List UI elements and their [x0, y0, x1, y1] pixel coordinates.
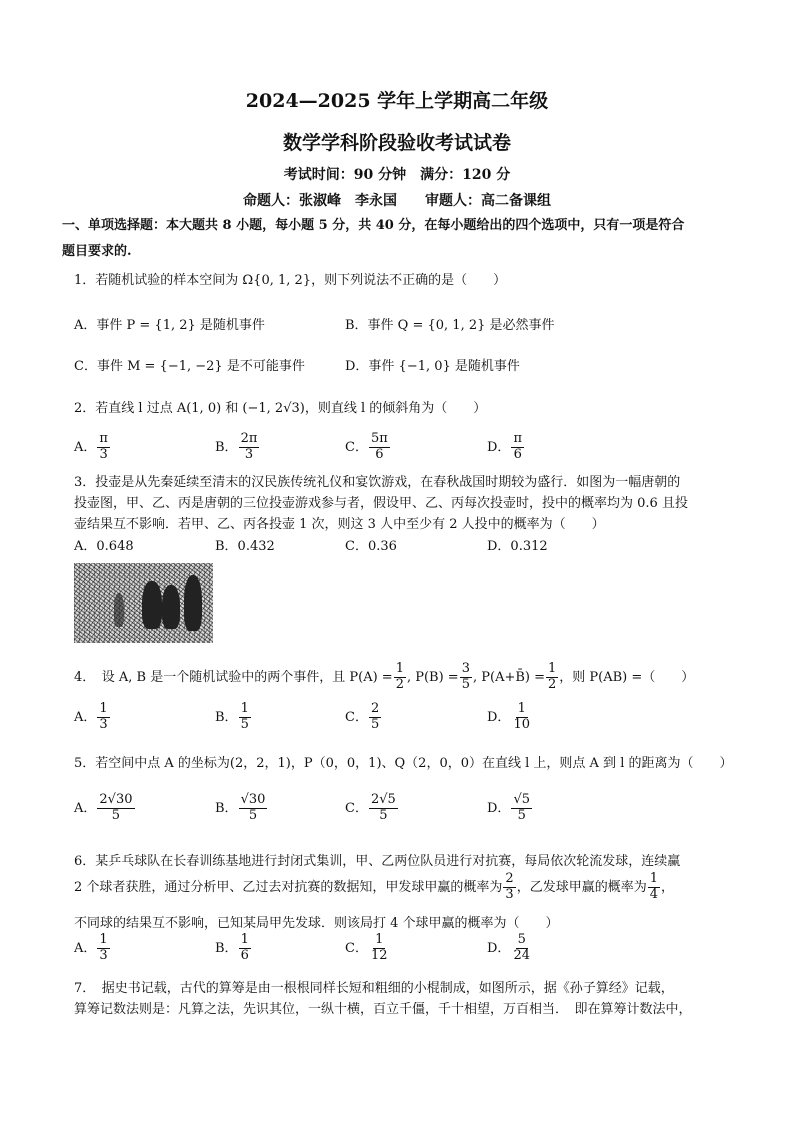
q3-option-a: A．0.648 [74, 539, 134, 554]
q2-option-c: C． $\frac{5\pi}{6}$ [345, 431, 388, 462]
q6-option-a: A． $\frac{1}{3}$ [74, 932, 108, 963]
exam-subtitle: 数学学科阶段验收考试试卷 [282, 132, 511, 154]
q3-stem-line1: 3．投壶是从先秦延续至清末的汉民族传统礼仪和宴饮游戏，在春秋战国时期较为盛行．如图为一幅唐朝的 [74, 475, 681, 490]
q5-option-a: A． $\frac{2√30}{5}$ [74, 792, 133, 823]
q3-option-c: C．0.36 [345, 539, 397, 554]
q2-option-d: D． $\frac{\pi}{6}$ [487, 431, 522, 462]
q4-option-c: C． $\frac{2}{5}$ [345, 701, 380, 732]
q4-option-d: D． $\frac{1}{10}$ [487, 701, 530, 732]
q5-option-c: C． $\frac{2√5}{5}$ [345, 792, 396, 823]
q6-stem-line2: 2 个球者获胜，通过分析甲、乙过去对抗赛的数据知，甲发球甲赢的概率为 $\frac{2}{3}$ ，乙发球甲赢的概率为 $\frac{1}{4}$ ， [74, 871, 674, 902]
q2-option-a: A． $\frac{\pi}{3}$ [74, 431, 108, 462]
q6-option-d: D． $\frac{5}{24}$ [487, 932, 530, 963]
q5-stem: 5．若空间中点 A 的坐标为(2，2，1)，P（0，0，1)、Q（2，0，0）在直线 l 上，则点 A 到 l 的距离为（ ） [74, 756, 733, 771]
q1-stem: 1．若随机试验的样本空间为 Ω{0, 1, 2}，则下列说法不正确的是（ ） [74, 273, 507, 288]
q3-option-b: B．0.432 [215, 539, 275, 554]
q4-option-a: A． $\frac{1}{3}$ [74, 701, 108, 732]
touhu-painting-image [74, 563, 213, 643]
q4-option-b: B． $\frac{1}{5}$ [215, 701, 249, 732]
q3-option-d: D．0.312 [487, 539, 548, 554]
q6-option-c: C． $\frac{1}{12}$ [345, 932, 388, 963]
q7-stem-line2: 算筹记数法则是：凡算之法，先识其位，一纵十横，百立千僵，千十相望，万百相当． 即在算筹计数法中， [74, 1002, 692, 1017]
q6-option-b: B． $\frac{1}{6}$ [215, 932, 249, 963]
exam-info: 考试时间：90 分钟 满分：120 分 [283, 167, 511, 183]
section-heading: 一、单项选择题：本大题共 8 小题，每小题 5 分，共 40 分，在每小题给出的四个选项中，只有一项是符合 [62, 218, 685, 233]
q6-stem-line1: 6．某乒乓球队在长春训练基地进行封闭式集训，甲、乙两位队员进行对抗赛，每局依次轮流发球，连续赢 [74, 854, 681, 869]
exam-authors: 命题人：张淑峰 李永国 审题人：高二备课组 [243, 193, 551, 209]
exam-title: 2024—2025 学年上学期高二年级 [245, 90, 549, 112]
q5-option-b: B． $\frac{√30}{5}$ [215, 792, 266, 823]
q1-option-d: D．事件 {−1, 0} 是随机事件 [345, 359, 520, 374]
q3-stem-line3: 壶结果互不影响．若甲、乙、丙各投壶 1 次，则这 3 人中至少有 2 人投中的概率为（ ） [74, 517, 605, 532]
q7-stem-line1: 7． 据史书记载，古代的算筹是由一根根同样长短和粗细的小棍制成，如图所示，据《孙子算经》记载， [74, 981, 674, 996]
q6-stem-line3: 不同球的结果互不影响，已知某局甲先发球．则该局打 4 个球甲赢的概率为（ ） [74, 916, 559, 931]
q5-option-d: D． $\frac{√5}{5}$ [487, 792, 530, 823]
q1-option-a: A．事件 P = {1, 2} 是随机事件 [74, 318, 265, 333]
q2-option-b: B． $\frac{2\pi}{3}$ [215, 431, 258, 462]
q2-stem: 2．若直线 l 过点 A(1, 0) 和 (−1, 2√3)，则直线 l 的倾斜角为（ ） [74, 401, 487, 416]
q3-stem-line2: 投壶图，甲、乙、丙是唐朝的三位投壶游戏参与者，假设甲、乙、丙每次投壶时，投中的概率均为 0.6 且投 [74, 496, 688, 511]
q1-option-b: B．事件 Q = {0, 1, 2} 是必然事件 [345, 318, 555, 333]
section-heading-cont: 题目要求的. [62, 244, 132, 259]
q1-option-c: C．事件 M = {−1, −2} 是不可能事件 [74, 359, 305, 374]
q4-stem: 4． 设 A, B 是一个随机试验中的两个事件，且 P(A) = $\frac{1}{2}$ , P(B) = $\frac{3}{5}$ , P(A+B̄) = $\frac{1}{2}$ ，则 P(AB) =（ ） [74, 661, 695, 692]
